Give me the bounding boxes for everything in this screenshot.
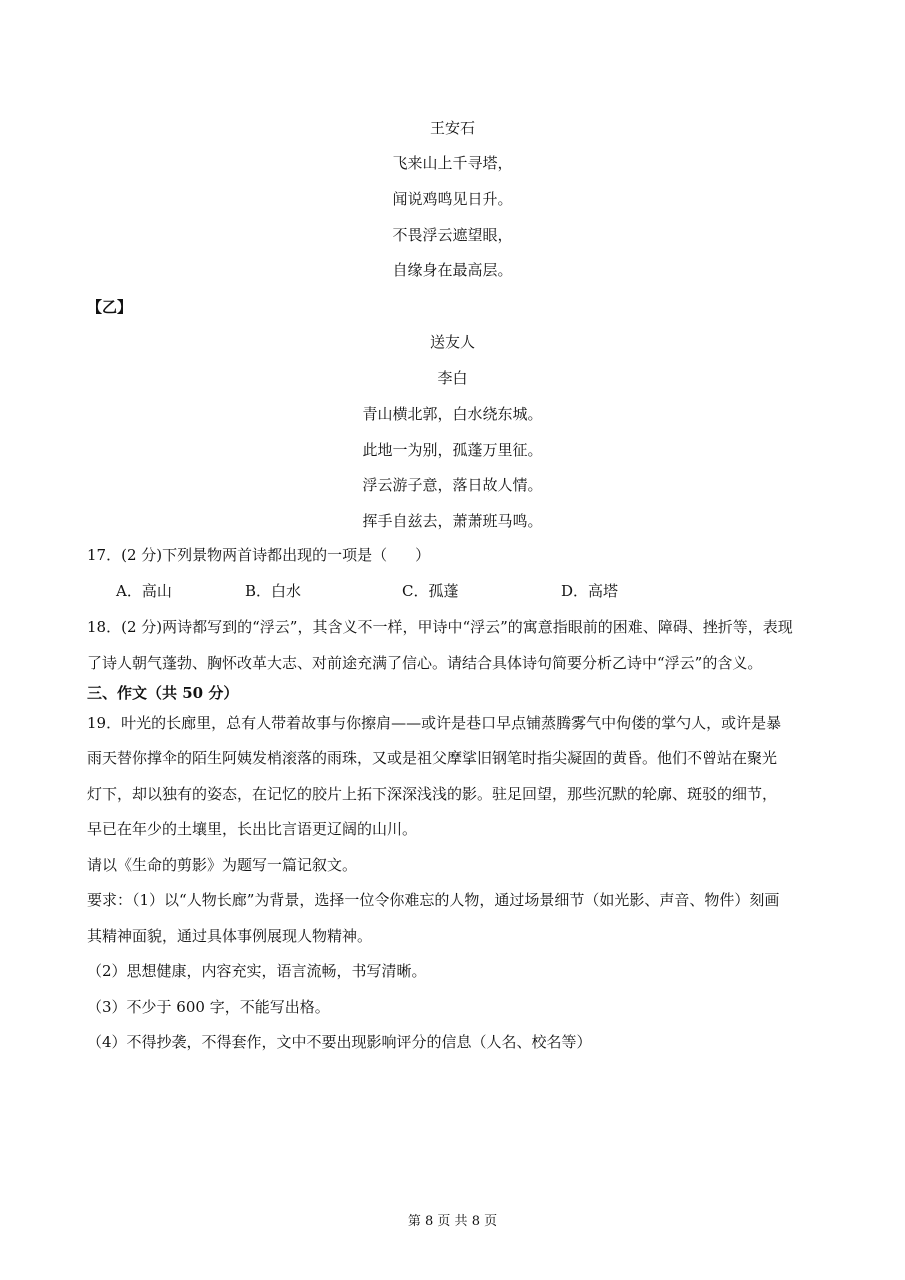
option-d: D．高塔 bbox=[561, 582, 619, 600]
poem-jia-line: 不畏浮云遮望眼， bbox=[392, 226, 513, 244]
essay-prompt: 请以《生命的剪影》为题写一篇记叙文。 bbox=[87, 856, 358, 874]
option-b: B．白水 bbox=[245, 582, 302, 600]
option-c: C．孤蓬 bbox=[402, 582, 459, 600]
poem-jia-line: 飞来山上千寻塔， bbox=[392, 154, 513, 172]
poem-yi-author: 李白 bbox=[437, 369, 468, 387]
poem-jia-line: 闻说鸡鸣见日升。 bbox=[392, 190, 513, 208]
question-17-paren-close: ） bbox=[415, 546, 431, 564]
requirement-4: （4）不得抄袭，不得套作，文中不要出现影响评分的信息（人名、校名等） bbox=[87, 1033, 592, 1051]
question-17-stem bbox=[87, 545, 430, 565]
option-a: A．高山 bbox=[116, 582, 172, 600]
poem-jia-author: 王安石 bbox=[429, 119, 475, 137]
poem-yi-title: 送友人 bbox=[429, 333, 475, 351]
page-footer: 第 8 页 共 8 页 bbox=[407, 1214, 498, 1229]
question-19-line: 雨天替你撑伞的陌生阿姨发梢滚落的雨珠，又或是祖父摩挲旧钢笔时指尖凝固的黄昏。他们不曾站在聚光 bbox=[87, 749, 778, 767]
question-17-text: 17．(2 分)下列景物两首诗都出现的一项是（ bbox=[87, 546, 388, 564]
requirement-2: （2）思想健康，内容充实，语言流畅，书写清晰。 bbox=[87, 962, 427, 980]
poem-yi-line: 挥手自兹去，萧萧班马鸣。 bbox=[362, 512, 543, 530]
question-18-line: 了诗人朝气蓬勃、胸怀改革大志、对前途充满了信心。请结合具体诗句简要分析乙诗中“浮云”的含义。 bbox=[87, 654, 763, 672]
poem-jia-line: 自缘身在最高层。 bbox=[392, 261, 513, 279]
poem-yi-line: 浮云游子意，落日故人情。 bbox=[362, 476, 543, 494]
requirement-1: 要求：（1）以“人物长廊”为背景，选择一位令你难忘的人物，通过场景细节（如光影、声音、物件）刻画 bbox=[87, 891, 780, 909]
section-3-heading: 三、作文（共 50 分） bbox=[87, 684, 239, 702]
poem-yi-line: 青山横北郭，白水绕东城。 bbox=[362, 405, 543, 423]
poem-yi-line: 此地一为别，孤蓬万里征。 bbox=[362, 441, 543, 459]
question-18-line: 18．(2 分)两诗都写到的“浮云”，其含义不一样，甲诗中“浮云”的寓意指眼前的困难、障碍、挫折等，表现 bbox=[87, 618, 793, 636]
section-yi-marker: 【乙】 bbox=[87, 298, 133, 316]
question-19-line: 早已在年少的土壤里，长出比言语更辽阔的山川。 bbox=[87, 820, 418, 838]
question-19-line: 灯下，却以独有的姿态，在记忆的胶片上拓下深深浅浅的影。驻足回望，那些沉默的轮廓、斑驳的细节， bbox=[87, 785, 778, 803]
question-19-line: 19．叶光的长廊里，总有人带着故事与你擦肩——或许是巷口早点铺蒸腾雾气中佝偻的掌勺人，或许是暴 bbox=[87, 714, 782, 732]
requirement-3: （3）不少于 600 字，不能写出格。 bbox=[87, 998, 330, 1016]
requirement-1-cont: 其精神面貌，通过具体事例展现人物精神。 bbox=[87, 927, 373, 945]
